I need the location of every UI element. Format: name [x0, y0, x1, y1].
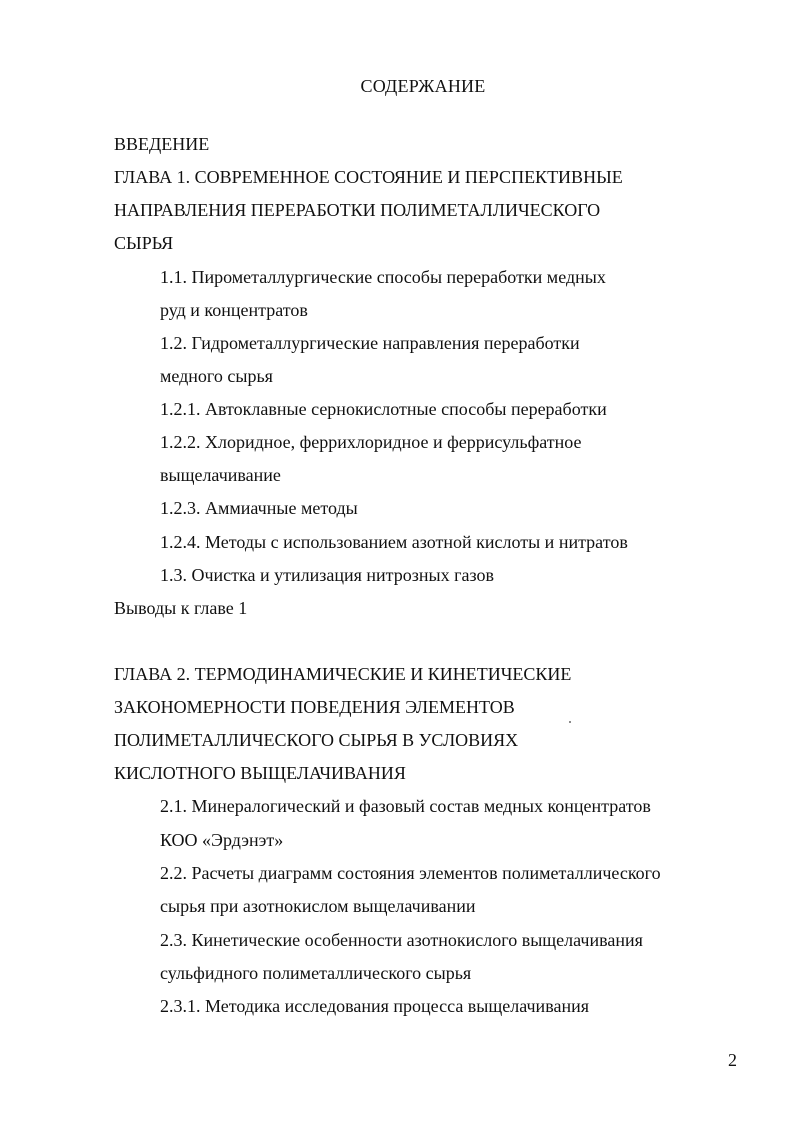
toc-section-2-3: 2.3. Кинетические особенности азотнокислого выщелачивания	[160, 930, 643, 950]
toc-section-1-2-2-cont: выщелачивание	[160, 465, 281, 485]
toc-chapter1-line2: НАПРАВЛЕНИЯ ПЕРЕРАБОТКИ ПОЛИМЕТАЛЛИЧЕСКОГО	[114, 200, 601, 220]
toc-section-1-1-cont: руд и концентратов	[160, 300, 308, 320]
toc-section-2-3-1: 2.3.1. Методика исследования процесса выщелачивания	[160, 996, 589, 1016]
toc-intro: ВВЕДЕНИЕ	[114, 134, 210, 154]
toc-section-1-2-cont: медного сырья	[160, 366, 273, 386]
toc-chapter1-line1: ГЛАВА 1. СОВРЕМЕННОЕ СОСТОЯНИЕ И ПЕРСПЕКТИВНЫЕ	[114, 167, 623, 187]
toc-chapter2-line3: ПОЛИМЕТАЛЛИЧЕСКОГО СЫРЬЯ В УСЛОВИЯХ	[114, 730, 519, 750]
toc-section-1-2-3: 1.2.3. Аммиачные методы	[160, 498, 358, 518]
toc-chapter2-line2: ЗАКОНОМЕРНОСТИ ПОВЕДЕНИЯ ЭЛЕМЕНТОВ	[114, 697, 515, 717]
toc-chapter2-line4: КИСЛОТНОГО ВЫЩЕЛАЧИВАНИЯ	[114, 763, 406, 783]
contents-title: СОДЕРЖАНИЕ	[360, 76, 486, 96]
toc-section-1-2-1: 1.2.1. Автоклавные сернокислотные способы переработки	[160, 399, 607, 419]
toc-section-1-2-2: 1.2.2. Хлоридное, феррихлоридное и феррисульфатное	[160, 432, 582, 452]
toc-chapter1-conclusions: Выводы к главе 1	[114, 598, 248, 618]
toc-section-2-2-cont: сырья при азотнокислом выщелачивании	[160, 896, 476, 916]
toc-section-1-1: 1.1. Пирометаллургические способы переработки медных	[160, 267, 606, 287]
page-number: 2	[728, 1050, 737, 1070]
toc-chapter2-line1: ГЛАВА 2. ТЕРМОДИНАМИЧЕСКИЕ И КИНЕТИЧЕСКИЕ	[114, 664, 572, 684]
toc-section-1-2-4: 1.2.4. Методы с использованием азотной кислоты и нитратов	[160, 532, 628, 552]
toc-section-2-2: 2.2. Расчеты диаграмм состояния элементов полиметаллического	[160, 863, 661, 883]
toc-section-2-3-cont: сульфидного полиметаллического сырья	[160, 963, 472, 983]
toc-section-2-1-cont: КОО «Эрдэнэт»	[160, 830, 284, 850]
scan-speck	[569, 721, 571, 723]
toc-section-1-2: 1.2. Гидрометаллургические направления переработки	[160, 333, 580, 353]
toc-section-1-3: 1.3. Очистка и утилизация нитрозных газов	[160, 565, 494, 585]
toc-section-2-1: 2.1. Минералогический и фазовый состав медных концентратов	[160, 796, 651, 816]
toc-chapter1-line3: СЫРЬЯ	[114, 233, 174, 253]
